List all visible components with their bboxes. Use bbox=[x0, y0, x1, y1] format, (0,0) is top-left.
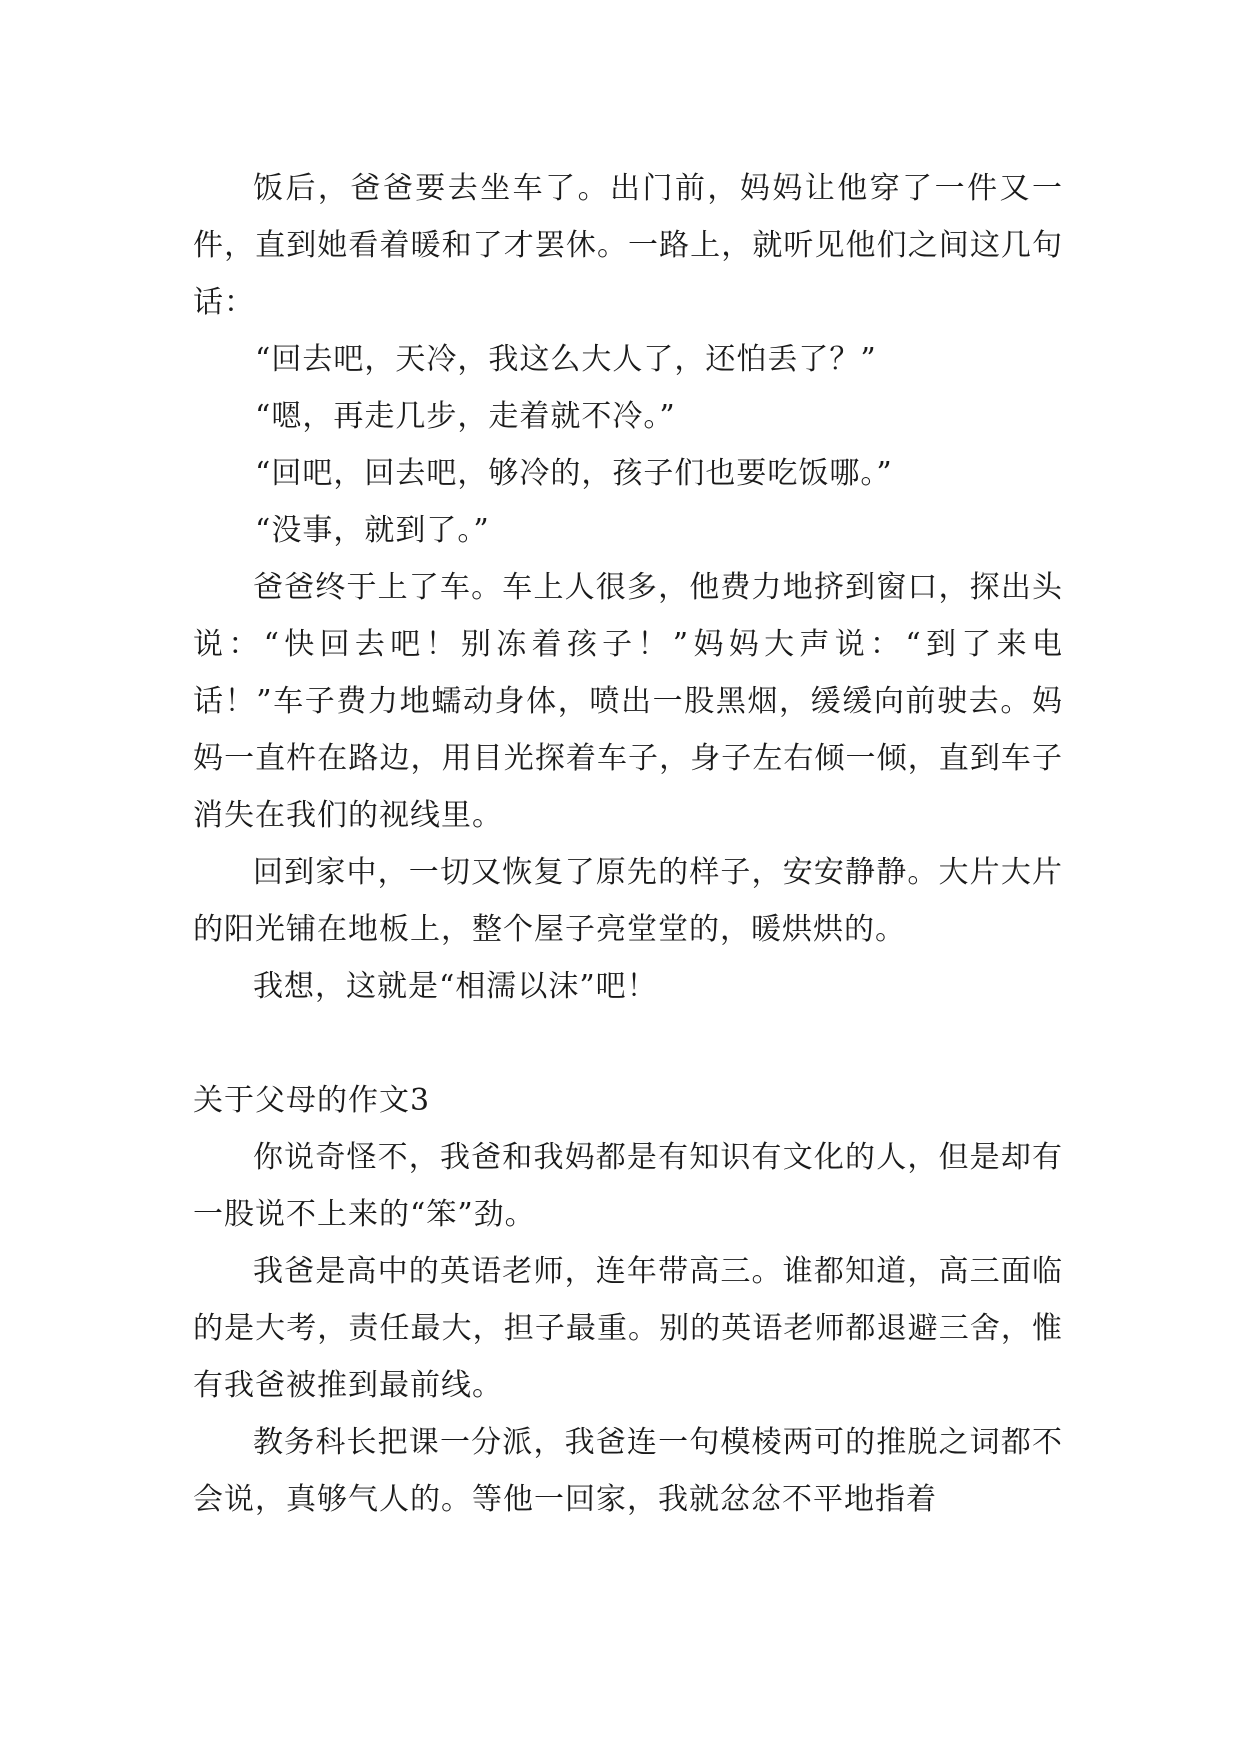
section-heading: 关于父母的作文3 bbox=[193, 1083, 431, 1118]
dialogue-line: “嗯，再走几步，走着就不冷。” bbox=[255, 399, 676, 434]
paragraph: 我想，这就是“相濡以沫”吧！ bbox=[253, 969, 658, 1004]
paragraph: 回到家中，一切又恢复了原先的样子，安安静静。大片大片的阳光铺在地板上，整个屋子亮堂堂的，暖烘烘的。 bbox=[193, 855, 1063, 947]
dialogue-line: “回去吧，天冷，我这么大人了，还怕丢了？” bbox=[255, 342, 877, 377]
paragraph: 你说奇怪不，我爸和我妈都是有知识有文化的人，但是却有一股说不上来的“笨”劲。 bbox=[193, 1140, 1063, 1232]
paragraph: 爸爸终于上了车。车上人很多，他费力地挤到窗口，探出头说：“快回去吧！别冻着孩子！”妈妈大声说：“到了来电话！”车子费力地蠕动身体，喷出一股黑烟，缓缓向前驶去。妈妈一直杵在路边，用目光探着车子，身子左右倾一倾，直到车子消失在我们的视线里。 bbox=[193, 570, 1063, 833]
dialogue-line: “没事，就到了。” bbox=[255, 513, 490, 548]
section-gap bbox=[193, 1015, 1063, 1072]
document-body bbox=[193, 160, 1063, 1528]
paragraph: 饭后，爸爸要去坐车了。出门前，妈妈让他穿了一件又一件，直到她看着暖和了才罢休。一路上，就听见他们之间这几句话： bbox=[193, 171, 1063, 320]
dialogue-line: “回吧，回去吧，够冷的，孩子们也要吃饭哪。” bbox=[255, 456, 893, 491]
paragraph: 我爸是高中的英语老师，连年带高三。谁都知道，高三面临的是大考，责任最大，担子最重。别的英语老师都退避三舍，惟有我爸被推到最前线。 bbox=[193, 1254, 1063, 1403]
paragraph: 教务科长把课一分派，我爸连一句模棱两可的推脱之词都不会说，真够气人的。等他一回家，我就忿忿不平地指着 bbox=[193, 1425, 1063, 1517]
